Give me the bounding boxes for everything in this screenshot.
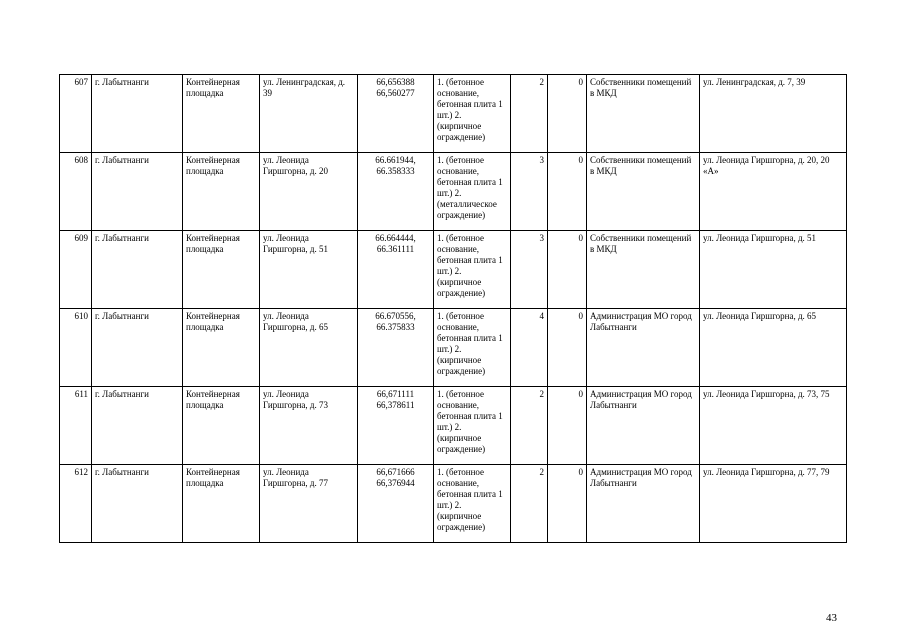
table-row (60, 387, 847, 465)
cell-coordinates: 66.664444, 66.361111 (358, 231, 434, 309)
cell-site-type: Контейнерная площадка (183, 231, 260, 309)
cell-waste-sources: ул. Леонида Гиршгорна, д. 51 (700, 231, 847, 309)
cell-waste-sources: ул. Леонида Гиршгорна, д. 73, 75 (700, 387, 847, 465)
cell-container-count: 3 (511, 153, 548, 231)
cell-coordinates: 66,671666 66,376944 (358, 465, 434, 543)
cell-owner: Администрация МО город Лабытнанги (587, 309, 700, 387)
cell-surface: 1. (бетонное основание, бетонная плита 1 шт.) 2. (кирпичное ограждение) (434, 75, 511, 153)
cell-container-count: 2 (511, 465, 548, 543)
table-row (60, 231, 847, 309)
cell-settlement: г. Лабытнанги (92, 387, 183, 465)
page-number: 43 (826, 612, 837, 624)
cell-container-count: 3 (511, 231, 548, 309)
cell-number: 610 (60, 309, 92, 387)
cell-settlement: г. Лабытнанги (92, 309, 183, 387)
cell-surface: 1. (бетонное основание, бетонная плита 1 шт.) 2. (кирпичное ограждение) (434, 309, 511, 387)
registry-table (59, 74, 847, 543)
table-row (60, 75, 847, 153)
cell-coordinates: 66,656388 66,560277 (358, 75, 434, 153)
cell-owner: Администрация МО город Лабытнанги (587, 465, 700, 543)
cell-other-count: 0 (548, 75, 587, 153)
cell-site-type: Контейнерная площадка (183, 309, 260, 387)
table-body (60, 75, 847, 543)
cell-number: 608 (60, 153, 92, 231)
cell-number: 609 (60, 231, 92, 309)
cell-address: ул. Леонида Гиршгорна, д. 65 (260, 309, 358, 387)
cell-number: 607 (60, 75, 92, 153)
cell-container-count: 4 (511, 309, 548, 387)
cell-site-type: Контейнерная площадка (183, 387, 260, 465)
cell-waste-sources: ул. Леонида Гиршгорна, д. 77, 79 (700, 465, 847, 543)
cell-address: ул. Леонида Гиршгорна, д. 73 (260, 387, 358, 465)
cell-address: ул. Леонида Гиршгорна, д. 51 (260, 231, 358, 309)
cell-settlement: г. Лабытнанги (92, 75, 183, 153)
cell-surface: 1. (бетонное основание, бетонная плита 1 шт.) 2. (кирпичное ограждение) (434, 465, 511, 543)
cell-other-count: 0 (548, 465, 587, 543)
cell-waste-sources: ул. Леонида Гиршгорна, д. 20, 20 «А» (700, 153, 847, 231)
cell-owner: Собственники помещений в МКД (587, 231, 700, 309)
cell-owner: Собственники помещений в МКД (587, 75, 700, 153)
cell-address: ул. Леонида Гиршгорна, д. 20 (260, 153, 358, 231)
cell-surface: 1. (бетонное основание, бетонная плита 1 шт.) 2. (кирпичное ограждение) (434, 387, 511, 465)
cell-coordinates: 66,671111 66,378611 (358, 387, 434, 465)
cell-container-count: 2 (511, 387, 548, 465)
cell-site-type: Контейнерная площадка (183, 465, 260, 543)
cell-other-count: 0 (548, 309, 587, 387)
cell-coordinates: 66.670556, 66.375833 (358, 309, 434, 387)
cell-other-count: 0 (548, 231, 587, 309)
cell-owner: Собственники помещений в МКД (587, 153, 700, 231)
cell-address: ул. Ленинградская, д. 39 (260, 75, 358, 153)
cell-number: 611 (60, 387, 92, 465)
cell-site-type: Контейнерная площадка (183, 75, 260, 153)
cell-settlement: г. Лабытнанги (92, 465, 183, 543)
cell-other-count: 0 (548, 387, 587, 465)
table-row (60, 465, 847, 543)
cell-waste-sources: ул. Ленинградская, д. 7, 39 (700, 75, 847, 153)
cell-waste-sources: ул. Леонида Гиршгорна, д. 65 (700, 309, 847, 387)
cell-coordinates: 66.661944, 66.358333 (358, 153, 434, 231)
cell-settlement: г. Лабытнанги (92, 153, 183, 231)
table-row (60, 309, 847, 387)
cell-number: 612 (60, 465, 92, 543)
cell-address: ул. Леонида Гиршгорна, д. 77 (260, 465, 358, 543)
cell-owner: Администрация МО город Лабытнанги (587, 387, 700, 465)
cell-site-type: Контейнерная площадка (183, 153, 260, 231)
cell-container-count: 2 (511, 75, 548, 153)
table-row (60, 153, 847, 231)
cell-surface: 1. (бетонное основание, бетонная плита 1 шт.) 2. (металлическое ограждение) (434, 153, 511, 231)
cell-settlement: г. Лабытнанги (92, 231, 183, 309)
cell-surface: 1. (бетонное основание, бетонная плита 1 шт.) 2. (кирпичное ограждение) (434, 231, 511, 309)
cell-other-count: 0 (548, 153, 587, 231)
